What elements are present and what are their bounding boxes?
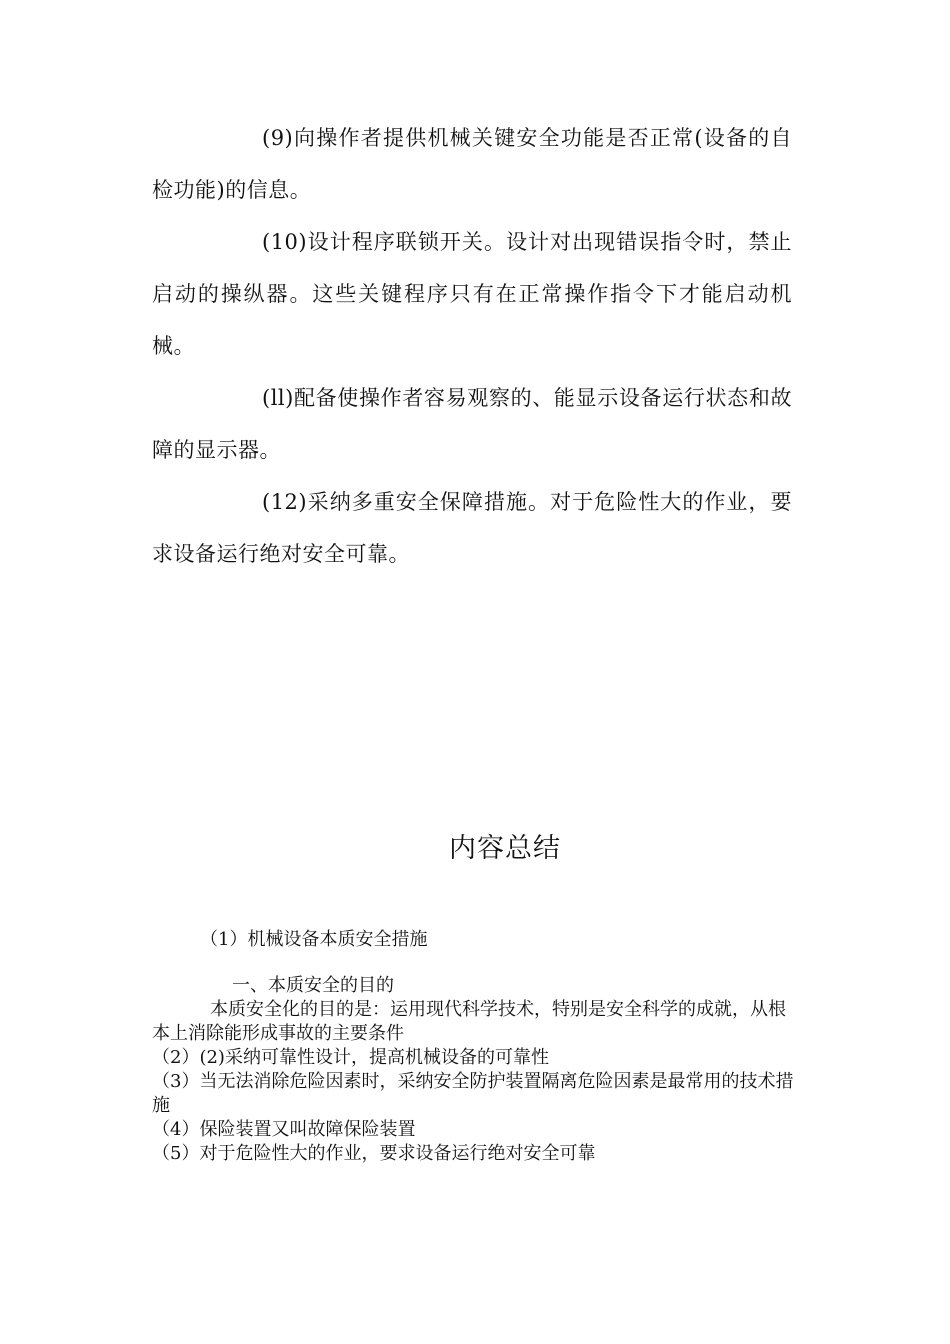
summary-section <box>152 928 800 1166</box>
summary-item-2: （2）(2)采纳可靠性设计，提高机械设备的可靠性 <box>152 1047 549 1068</box>
summary-purpose: 本质安全化的目的是：运用现代科学技术，特别是安全科学的成就，从根本上消除能形成事故的主要条件 <box>152 999 786 1044</box>
paragraph-item-9: (9)向操作者提供机械关键安全功能是否正常(设备的自检功能)的信息。 <box>152 126 792 202</box>
paragraph-item-12: (12)采纳多重安全保障措施。对于危险性大的作业，要求设备运行绝对安全可靠。 <box>152 490 792 566</box>
summary-heading: 一、本质安全的目的 <box>232 975 394 996</box>
paragraph-item-11: (ll)配备使操作者容易观察的、能显示设备运行状态和故障的显示器。 <box>152 386 792 462</box>
summary-item-4: （4）保险装置又叫故障保险装置 <box>152 1119 416 1140</box>
summary-item-3: （3）当无法消除危险因素时，采纳安全防护装置隔离危险因素是最常用的技术措施 <box>152 1071 794 1116</box>
paragraph-item-10: (10)设计程序联锁开关。设计对出现错误指令时，禁止启动的操纵器。这些关键程序只有在正常操作指令下才能启动机械。 <box>152 230 792 358</box>
summary-item-5: （5）对于危险性大的作业，要求设备运行绝对安全可靠 <box>152 1143 596 1164</box>
summary-title: 内容总结 <box>449 833 561 864</box>
summary-item-1: （1）机械设备本质安全措施 <box>200 929 428 950</box>
body-text <box>152 112 792 580</box>
